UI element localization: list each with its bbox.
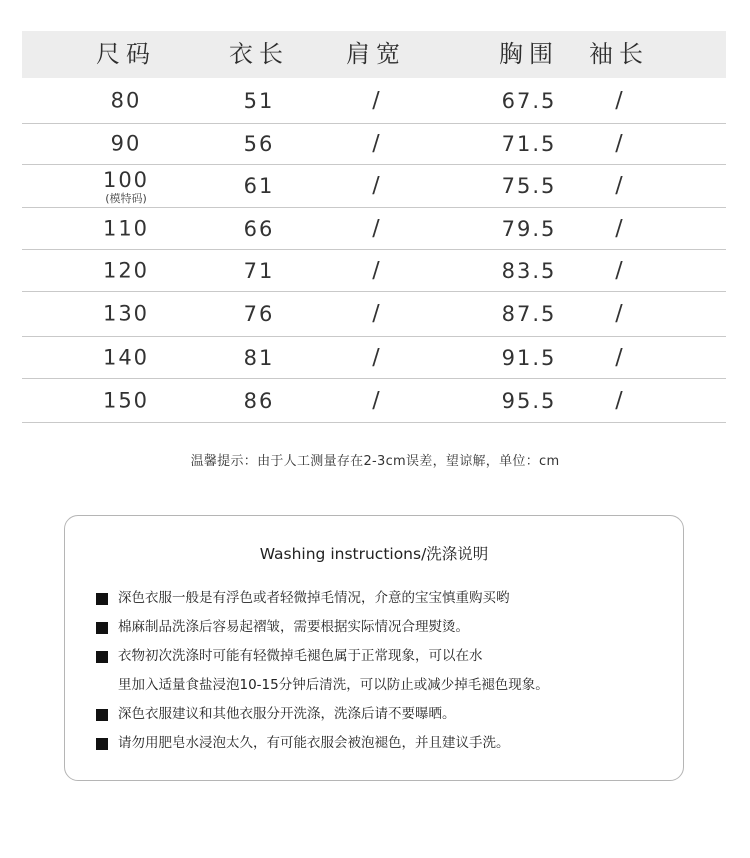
length-cell: 81: [243, 345, 275, 370]
table-row: [22, 250, 726, 292]
chest-cell: 71.5: [501, 132, 557, 156]
chest-cell: 67.5: [501, 88, 557, 113]
sleeve-cell: /: [615, 131, 623, 157]
chest-cell: 91.5: [501, 345, 557, 370]
shoulder-cell: /: [372, 301, 380, 327]
shoulder-cell: /: [372, 345, 380, 370]
size-value: 110: [102, 216, 150, 240]
length-cell: 86: [243, 388, 275, 413]
washing-list: [96, 584, 666, 758]
table-row: [22, 208, 726, 250]
measurement-tip: 温馨提示：由于人工测量存在2-3cm误差，望谅解，单位：cm: [190, 454, 560, 469]
washing-item: [96, 584, 666, 613]
size-cell: [102, 301, 150, 326]
sleeve-cell: /: [615, 301, 623, 327]
square-bullet-icon: [96, 651, 108, 663]
shoulder-cell: /: [372, 388, 380, 413]
washing-item-text: 深色衣服建议和其他衣服分开洗涤，洗涤后请不要曝晒。: [118, 706, 456, 722]
length-cell: 76: [243, 302, 275, 326]
header-shoulder: 肩宽: [346, 40, 406, 68]
chest-cell: 95.5: [501, 388, 557, 413]
washing-item: [96, 729, 666, 758]
square-bullet-icon: [96, 622, 108, 634]
chest-cell: 75.5: [501, 174, 557, 198]
shoulder-cell: /: [372, 88, 380, 113]
table-body: [22, 78, 726, 423]
size-value: 140: [102, 345, 150, 369]
size-cell: [102, 167, 150, 205]
length-cell: 56: [243, 132, 275, 156]
washing-item-text: 衣物初次洗涤时可能有轻微掉毛褪色属于正常现象，可以在水: [118, 648, 483, 664]
chest-cell: 83.5: [501, 258, 557, 283]
size-table: [22, 31, 726, 423]
shoulder-cell: /: [372, 173, 380, 199]
size-value: 100: [102, 167, 150, 192]
size-value: 150: [102, 388, 150, 412]
washing-item-text: 深色衣服一般是有浮色或者轻微掉毛情况，介意的宝宝慎重购买哟: [118, 590, 510, 606]
length-cell: 51: [243, 88, 275, 113]
size-value: 130: [102, 301, 150, 326]
sleeve-cell: /: [615, 388, 623, 413]
shoulder-cell: /: [372, 216, 380, 241]
square-bullet-icon: [96, 709, 108, 721]
washing-instructions-box: [64, 515, 684, 781]
header-length: 衣长: [229, 40, 289, 68]
sleeve-cell: /: [615, 345, 623, 370]
table-header: [22, 31, 726, 78]
washing-title: Washing instructions/洗涤说明: [259, 545, 489, 563]
washing-item: [96, 613, 666, 642]
size-cell: [103, 218, 149, 239]
table-row: [22, 337, 726, 379]
table-row: [22, 379, 726, 423]
square-bullet-icon: [96, 738, 108, 750]
size-value: 90: [110, 131, 142, 156]
size-cell: [103, 260, 149, 281]
chest-cell: 87.5: [501, 302, 557, 326]
sleeve-cell: /: [615, 88, 623, 113]
model-size-note: (模特码): [105, 191, 147, 205]
washing-item: [96, 671, 666, 700]
size-cell: [110, 131, 142, 156]
washing-item-text: 里加入适量食盐浸泡10-15分钟后清洗，可以防止或减少掉毛褪色现象。: [118, 677, 549, 693]
shoulder-cell: /: [372, 258, 380, 283]
sleeve-cell: /: [615, 258, 623, 283]
washing-item-text: 棉麻制品洗涤后容易起褶皱，需要根据实际情况合理熨烫。: [118, 619, 469, 635]
washing-item-text: 请勿用肥皂水浸泡太久，有可能衣服会被泡褪色，并且建议手洗。: [118, 735, 510, 751]
chest-cell: 79.5: [501, 216, 557, 241]
size-cell: [103, 347, 149, 368]
header-sleeve: 袖长: [589, 40, 649, 68]
length-cell: 66: [243, 216, 275, 241]
square-bullet-icon: [96, 593, 108, 605]
table-row: [22, 124, 726, 165]
length-cell: 61: [243, 174, 275, 198]
header-chest: 胸围: [499, 40, 559, 68]
size-value: 80: [110, 88, 142, 112]
sleeve-cell: /: [615, 216, 623, 241]
table-row: [22, 78, 726, 124]
table-row: [22, 292, 726, 337]
washing-item: [96, 642, 666, 671]
size-cell: [103, 390, 149, 411]
length-cell: 71: [243, 258, 275, 283]
size-value: 120: [102, 258, 150, 282]
washing-item: [96, 700, 666, 729]
size-cell: [111, 90, 142, 111]
shoulder-cell: /: [372, 131, 380, 157]
sleeve-cell: /: [615, 173, 623, 199]
table-row: [22, 165, 726, 208]
header-size: 尺码: [96, 40, 156, 68]
